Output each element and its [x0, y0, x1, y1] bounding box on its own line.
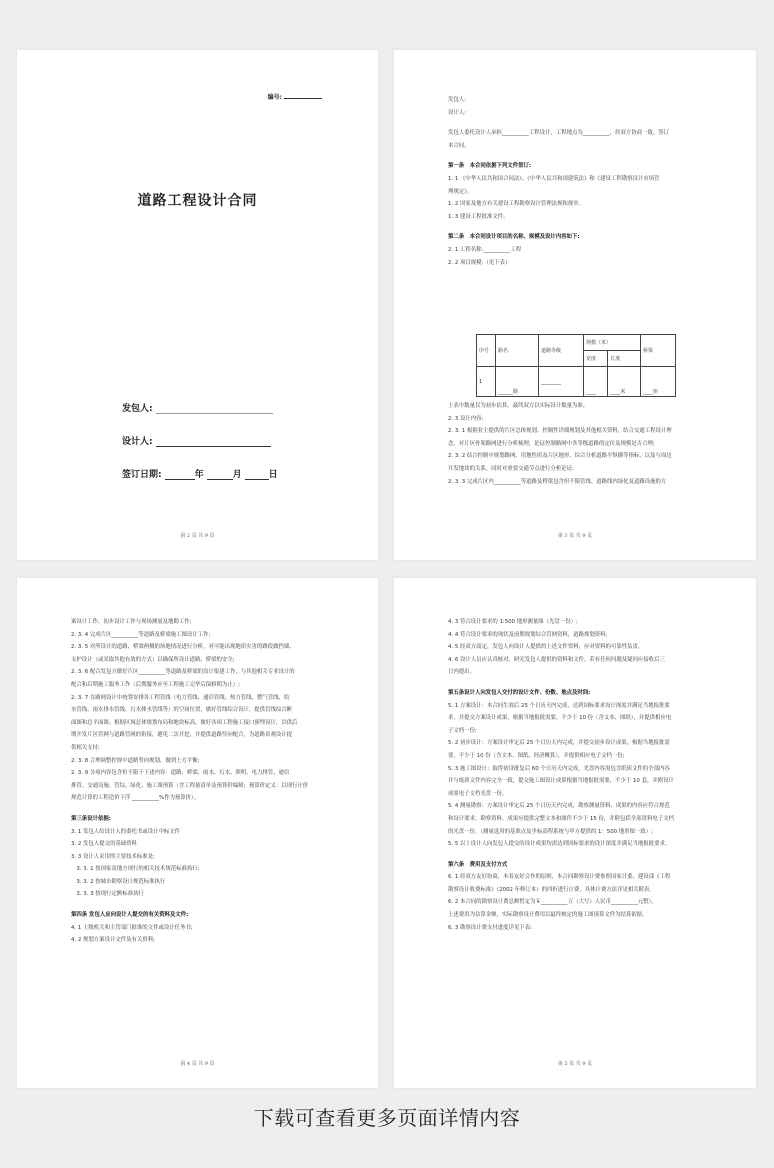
text-line: 2. 2 项目规模:（见下表）	[448, 259, 511, 266]
page-5-body	[448, 616, 706, 934]
paragraph-gap	[448, 152, 706, 160]
text-line: 求，并提交方案设计成果，根据当地报批需要，不少于 10 份（含文本、图纸），并提供相应电	[448, 715, 672, 722]
text-line: 4. 3 符合设计要求的 1:500 地形测量图（光盘一份）;	[448, 619, 578, 625]
text-line: 开发地块的关系，同时对重要交通节点进行分析论证;	[448, 465, 574, 472]
table-header-row	[477, 335, 676, 351]
table-header-cell: 宽度	[584, 351, 608, 367]
text-line: 面图和总平面图；根据区域总体规划布局和地块标高，做好各项工程施工接口预埋设计，以供后	[71, 719, 298, 726]
contract-page-5	[394, 578, 756, 1088]
contract-title: 道路工程设计合同	[137, 193, 258, 209]
text-line: 排管、交通设施、管综、绿化、施工图预算（含工程量清单及预算价编制；预算价定义：以现行计价	[71, 782, 309, 789]
text-line: 5. 1 方案设计：本合同生效后 25 个日历天内完成，达到国标要求设计深度并满足当地报批要	[448, 702, 670, 709]
table-cell: ______路	[496, 367, 539, 397]
page-4-body	[71, 616, 328, 947]
table-cell: 1	[477, 367, 496, 397]
table-header-cell: 道路等级	[539, 335, 584, 367]
text-line: 支护设计（或采取其他有效的方式）以确保所设计道路、桥梁的安全;	[71, 656, 235, 663]
table-header-cell: 序号	[477, 335, 496, 367]
page-3-body-bottom	[448, 400, 706, 488]
signing-date-field	[122, 467, 278, 480]
text-line: 供相关支持;	[71, 744, 100, 751]
text-line: 要，不少于 10 份（含文本、图纸、经济概算），并提供相应电子文档一份;	[448, 752, 625, 759]
month-line	[207, 478, 233, 480]
text-line: 3. 3 设计人采用的主要技术标准是:	[71, 853, 155, 860]
section-heading: 第五条设计人向发包人交付的设计文件、份数、地点及时间:	[448, 689, 591, 696]
text-line: 5. 4 测量勘察：方案设计审定后 25 个日历天内完成，勘察测量资料、成果的内容应符合规范	[448, 803, 670, 810]
text-line: 子文档一份;	[448, 727, 477, 734]
contract-page-3	[394, 50, 756, 560]
text-line: 2. 3. 7 在路网设计中统筹安排各工程管线（电力管线、通信管线、热力管线、燃气管线、给	[71, 694, 290, 701]
table-header-cell: 路名	[496, 335, 539, 367]
text-line: 的光盘一份。（测量选用的基准点及坐标高程系统与甲方提供的 1：500 地形图一致）;	[448, 828, 653, 835]
text-line: 配合和后期施工服务工作（后期服务应至工程施工完毕后保修期为止）;	[71, 681, 240, 688]
section-heading: 第二条 本合同设计项目的名称、规模及设计内容如下:	[448, 234, 580, 241]
contract-page-4	[17, 578, 378, 1088]
day-line	[245, 478, 269, 480]
text-line: 2. 3. 9 分项内容包含但不限于下述内容：道路、桥梁、雨水、污水、照明、电力排管、通信	[71, 770, 290, 777]
project-scale-table	[476, 334, 676, 397]
text-line: 上述费用为估算金额，实际勘察设计费用以最终核定的施工图预算文件为结算依据。	[448, 912, 648, 919]
page-3-body-top	[448, 94, 706, 269]
serial-number-field	[268, 92, 322, 101]
page-footer: 第 2 页 共 9 页	[180, 533, 215, 539]
table-cell: ____米	[608, 367, 641, 397]
page-footer: 第 3 页 共 9 页	[557, 533, 593, 539]
text-line: 和设计要求，勘察资料、成果应提供完整文本和图件不少于 15 份，并附包括全部资料电子文档	[448, 815, 674, 822]
text-line: 发包人委托设计人承担__________工程设计，工程地点为__________，经双方协商一致，签订	[448, 130, 670, 137]
contract-cover-page	[17, 50, 378, 560]
party-a-field	[122, 401, 273, 414]
text-line: 4. 4 符合设计要求的现状及前期规划综合管网资料，道路规划资料;	[448, 631, 608, 638]
paragraph-gap	[448, 679, 706, 687]
text-line: 勘察设计收费标准》（2002 年修订本）的四折进行计费，具体计费方法详见相关附表。	[448, 886, 655, 893]
text-line: 2. 3 设计内容:	[448, 415, 484, 422]
paragraph-gap	[448, 223, 706, 231]
text-line: 理规定》。	[448, 188, 473, 195]
text-line: 5. 5 以上设计人向发包人提交的设计成果均需达到国标要求的设计深度并满足当地报批要求。	[448, 841, 671, 848]
text-line: 1. 3 建设工程批准文件。	[448, 213, 509, 220]
text-line: 2. 3. 2 结合控制中规划路网、用地性质及片区地形，综合分析道路平纵横等指标，以及与周边	[448, 453, 672, 460]
day-label: 日	[268, 470, 278, 480]
text-line: 4. 6 设计人员应认真核对，研究发包人提供的资料和文件，若有任何问题及疑问应接收后三	[448, 656, 665, 663]
serial-number-line	[284, 98, 322, 99]
text-line: 2. 3. 5 对所设计的道路、桥梁两侧的场地情况进行分析，对可能出现地质灾害的路段做挡墙、	[71, 644, 295, 651]
text-line: 成果电子文档光盘一份。	[448, 790, 508, 797]
section-heading: 第三条设计依据:	[71, 815, 111, 822]
text-line: 3. 3. 2 按城市勘察设计规范标准执行	[71, 878, 166, 885]
table-row	[477, 367, 676, 397]
text-line: 6. 1 经双方友好协商，本着友好合作的原则，本合同勘察设计费参照国家计委、建设部《工程	[448, 874, 671, 881]
text-line: 2. 3. 4 完成片区__________等道路及桥梁施工图设计工作;	[71, 631, 211, 638]
month-label: 月	[232, 470, 242, 480]
party-b-label: 设计人:	[122, 437, 153, 447]
page-footer: 第 4 页 共 9 页	[180, 1061, 215, 1067]
text-line: 日内提出。	[448, 669, 475, 676]
text-line: 本合同。	[448, 142, 470, 149]
text-line: 2. 3. 3 完成片区内__________等道路及桥梁包含但不限管线、道路线内绿化及道路设施的方	[448, 478, 667, 485]
party-a-label: 发包人:	[122, 404, 153, 414]
section-heading: 第六条 费用及支付方式	[448, 861, 508, 868]
text-line: 设计人:	[448, 109, 466, 116]
year-line	[165, 478, 195, 480]
text-line: 3. 3. 3 按现行定额标准执行	[71, 891, 144, 898]
text-line: 2. 1 工程名称:__________工程	[448, 246, 522, 253]
text-line: 4. 5 经双方商定，发包人向设计人提供的上述文件资料，应对资料的可靠性负责。	[448, 644, 644, 651]
party-a-line	[156, 412, 273, 414]
text-line: 3. 1 发包人给设计人的委托书或设计中标文件	[71, 828, 181, 835]
table-header-cell: 规模（米）	[584, 335, 641, 351]
year-label: 年	[194, 470, 204, 480]
text-line: 期开发片区管网与道路管网的衔接，避免二次开挖，并提供道路竖向配合，为道路景观设计提	[71, 732, 293, 739]
table-cell: ____座	[641, 367, 676, 397]
paragraph-gap	[71, 805, 328, 813]
text-line: 发包人:	[448, 97, 466, 103]
text-line: 2. 3. 1 根据业主提供的片区总体规划、控制性详细规划及其他相关资料，结合交通工程设计理	[448, 428, 672, 435]
text-line: 水管线、雨水排水管线、污水排水管线等）的空间位置，做好管线综合设计，提供管线综合断	[71, 707, 293, 714]
signing-date-label: 签订日期:	[122, 470, 162, 480]
text-line: 4. 1 上级机关和主管部门批准的文件或设计任务书;	[71, 924, 193, 931]
page-footer: 第 5 页 共 9 页	[557, 1061, 593, 1067]
table-cell: ____	[584, 367, 608, 397]
text-line: 上表中数量仅为初步估算，最终双方以实际设计数量为准。	[448, 403, 589, 409]
section-heading: 第四条 发包人应向设计人提交的有关资料及文件:	[71, 912, 189, 919]
text-line: 5. 3 施工图设计：取得初设批复后 60 个日历天内完成，光盘内容需包含纸质文件的全部内容	[448, 765, 670, 772]
section-heading: 第一条 本合同依据下列文件签订:	[448, 163, 532, 170]
party-b-field	[122, 434, 271, 447]
text-line: 6. 3 勘察设计费支付进度详见下表:	[448, 924, 532, 931]
download-more-caption: 下载可查看更多页面详情内容	[253, 1106, 521, 1130]
text-line: 4. 2 规划方案设计文件及有关资料;	[71, 937, 155, 944]
serial-number-label: 编号:	[267, 94, 282, 101]
paragraph-gap	[448, 119, 706, 127]
text-line: 念，对片区骨架路网进行分析梳理，论证控制路网中各等级道路的定位及规模是否合理;	[448, 440, 655, 447]
paragraph-gap	[71, 901, 328, 909]
text-line: 3. 3. 1 按国家及地方现行的相关技术规范标准执行;	[71, 866, 200, 873]
table-header-cell: 桥梁	[641, 335, 676, 367]
text-line: 5. 2 初步设计：方案设计审定后 25 个日历天内完成，并提交初步设计成果，根据当地报批需	[448, 740, 670, 747]
text-line: 3. 2 发包人提交的基础资料	[71, 841, 137, 848]
text-line: 案设计工作、初步设计工作与现场测量及地勘工作;	[71, 619, 192, 625]
table-header-cell: 长度	[608, 351, 641, 367]
text-line: 6. 2 本合同的勘察设计费总额暂定为￥__________万（大写）人民币__________元整），	[448, 899, 657, 906]
text-line: 规范计算的工程造价下浮 __________%作为预算价）。	[71, 795, 200, 802]
text-line: 2. 3. 8 合理调整控规中道路竖向规划，做到土方平衡;	[71, 757, 200, 764]
table-cell: ________	[539, 367, 584, 397]
text-line: 2. 3. 6 配合发包方做好片区__________等道路及桥梁的设计报建工作，与其他相关专业设计的	[71, 669, 295, 676]
text-line: 并与纸质文件内容完全一致，提交施工图设计成果根据当地报批需要，不少于 10 套，并附设计	[448, 778, 674, 785]
party-b-line	[156, 445, 271, 447]
paragraph-gap	[448, 851, 706, 859]
text-line: 1. 1 《中华人民共和国合同法》、《中华人民共和国建筑法》和《建设工程勘察设计市场管	[448, 175, 660, 182]
text-line: 1. 2 国家及地方有关建设工程勘察设计管理法规和规章。	[448, 201, 584, 208]
